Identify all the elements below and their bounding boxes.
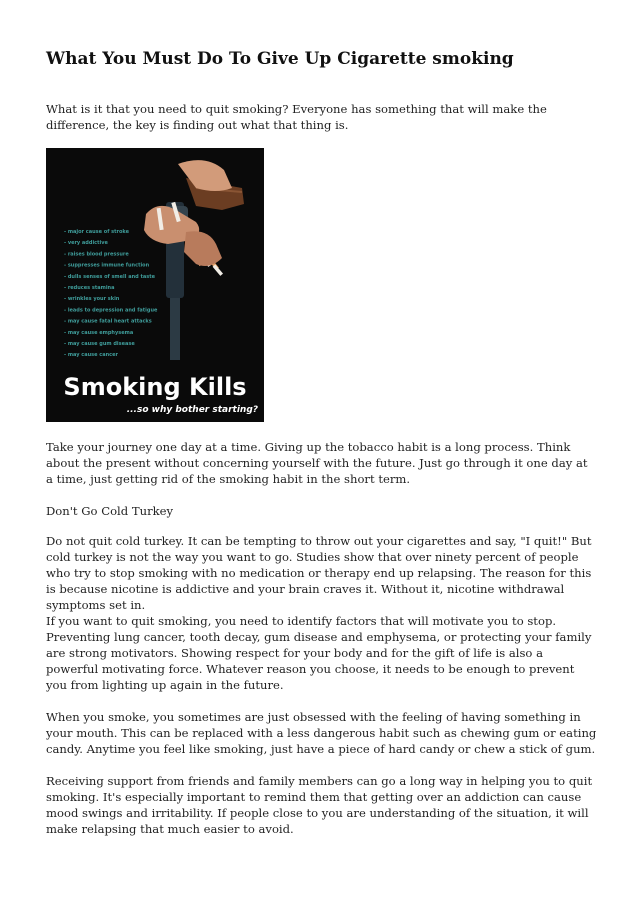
intro-paragraph: What is it that you need to quit smoking? Everyone has something that will make the difference, the key is finding out what that thing is. [46,102,547,133]
poster-list-item: - wrinkles your skin [64,296,120,303]
poster-list-item: - leads to depression and fatigue [64,307,158,314]
paragraph: Receiving support from friends and family members can go a long way in helping you to quit smoking. It's especially important to remind them that getting over an addiction can cause mood swings and irritability. If people close to you are understanding of the situation, it will make relapsing that much easier to avoid. [46,774,593,837]
poster-list-item: - may cause cancer [64,352,118,359]
section-heading: Don't Go Cold Turkey [46,504,174,518]
poster-list-item: - may cause gum disease [64,341,135,347]
poster-list-item: - reduces stamina [64,285,115,291]
poster-list-item: - may cause emphysema [64,329,134,336]
paragraph: Take your journey one day at a time. Giving up the tobacco habit is a long process. Think about the present without concerning yourself with the future. Just go through it one day at a time, just getting rid of the smoking habit in the short term. [46,440,588,487]
poster-list-item: - very addictive [64,240,108,247]
page-title: What You Must Do To Give Up Cigarette smoking [46,49,514,69]
paragraph: When you smoke, you sometimes are just obsessed with the feeling of having something in your mouth. This can be replaced with a less dangerous habit such as chewing gum or eating candy. Anytime you feel like smoking, just have a piece of hard candy or chew a stick of gum. [46,710,597,757]
poster-headline: Smoking Kills [63,373,247,401]
paragraph: Do not quit cold turkey. It can be tempting to throw out your cigarettes and say, "I quit!" But cold turkey is not the way you want to go. Studies show that over ninety percent of people who try to stop smoking with no medication or therapy end up relapsing. The reason for this is because nicotine is addictive and your brain craves it. Without it, nicotine withdrawal symptoms set in. [46,534,592,613]
poster-list-item: - suppresses immune function [64,262,150,269]
paragraph: If you want to quit smoking, you need to identify factors that will motivate you to stop. Preventing lung cancer, tooth decay, gum disease and emphysema, or protecting your family are strong motivators. Showing respect for your body and for the gift of life is also a powerful motivating force. Whatever reason you choose, it needs to be enough to prevent you from lighting up again in the future. [46,614,592,693]
poster-list-item: - major cause of stroke [64,229,129,235]
poster-list-item: - dulls senses of smell and taste [64,273,155,280]
smoking-kills-poster [46,148,264,422]
poster-tagline: ...so why bother starting? [126,405,258,415]
poster-list-item: - may cause fatal heart attacks [64,318,152,325]
poster-list-item: - raises blood pressure [64,251,129,258]
